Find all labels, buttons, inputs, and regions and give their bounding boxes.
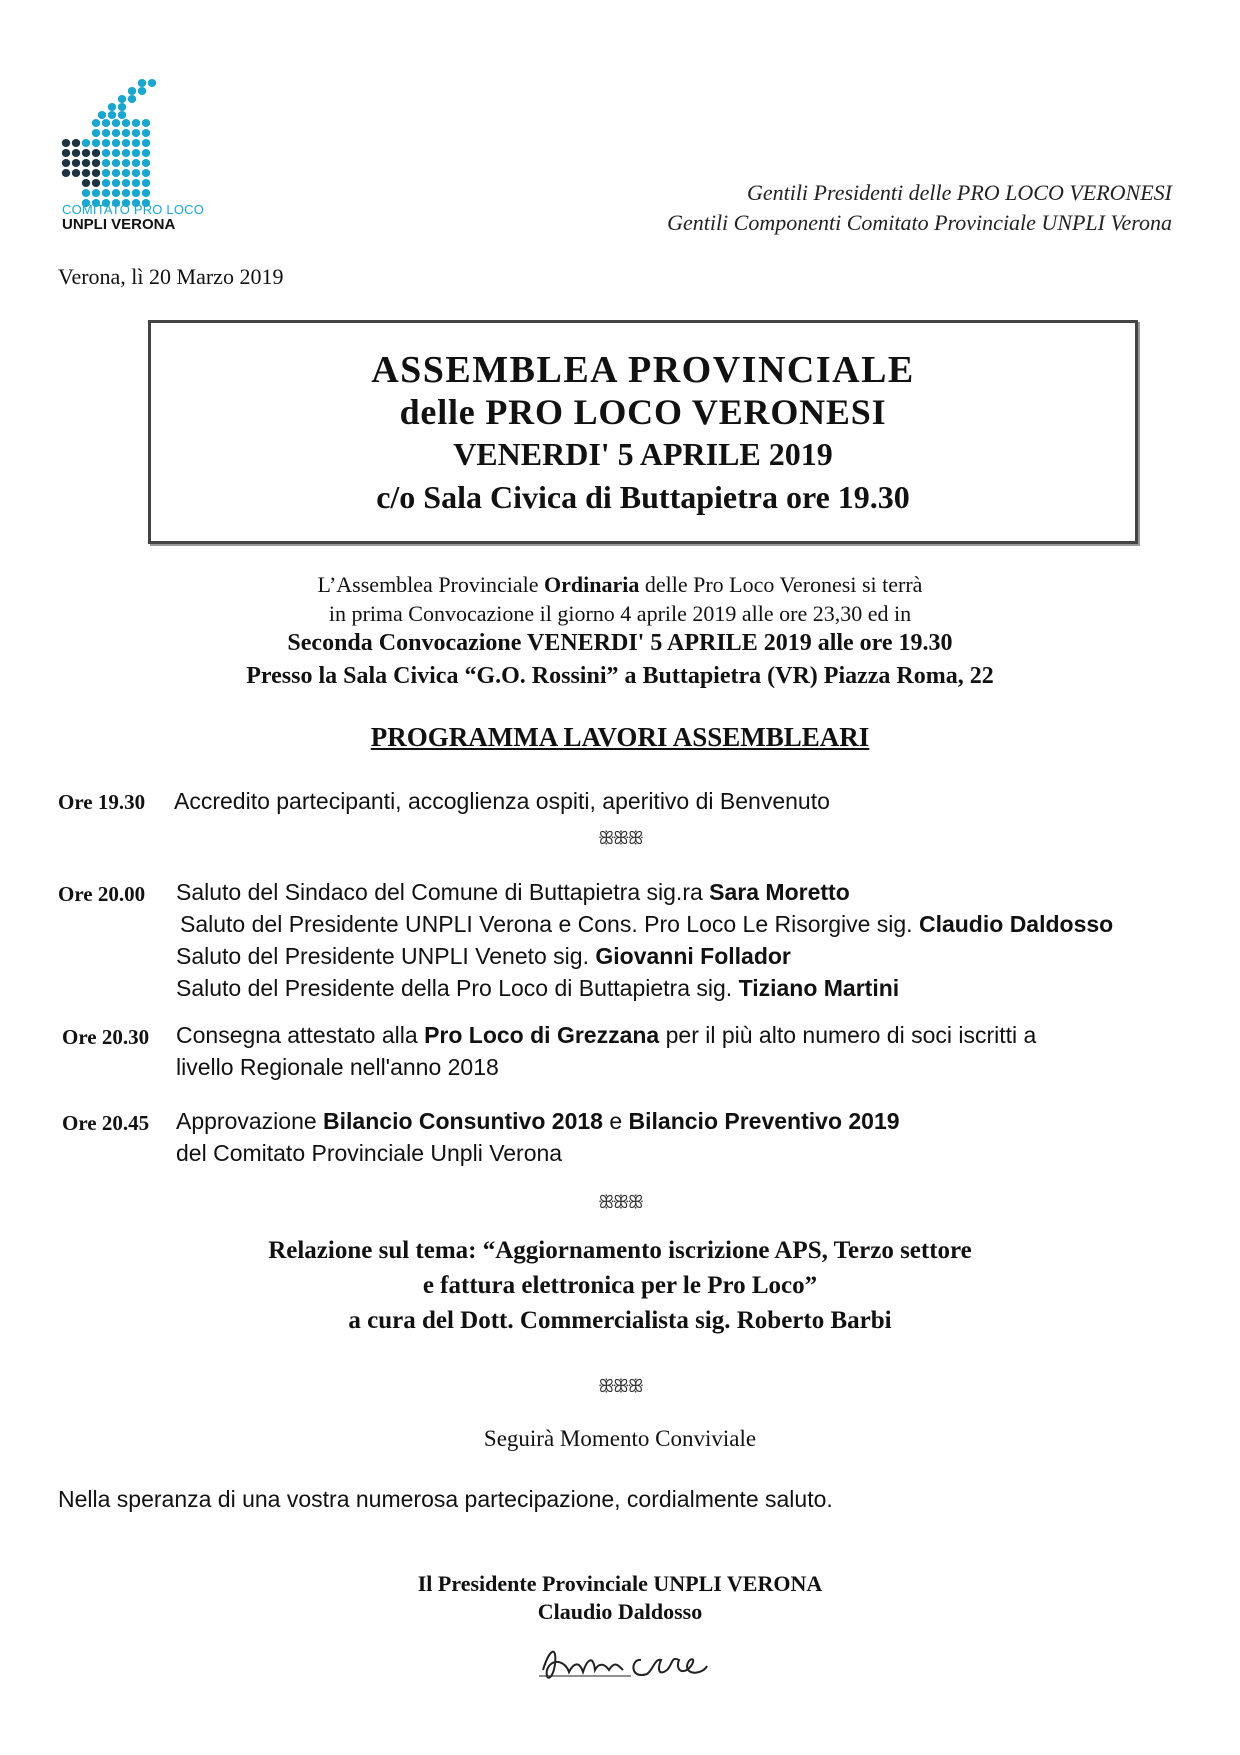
logo-dot	[102, 119, 110, 127]
program-title: PROGRAMMA LAVORI ASSEMBLEARI	[370, 722, 870, 752]
logo-dot	[142, 159, 150, 167]
logo-dot	[112, 189, 120, 197]
logo-dot	[62, 149, 70, 157]
program-item-2d	[176, 972, 899, 1004]
logo-dot	[72, 149, 80, 157]
logo-dot	[72, 139, 80, 147]
logo-dot	[132, 189, 140, 197]
logo-dot	[122, 149, 130, 157]
logo-dot	[112, 119, 120, 127]
intro-line-2: in prima Convocazione il giorno 4 aprile 2019 alle ore 23,30 ed in	[328, 601, 912, 626]
logo-dot	[72, 169, 80, 177]
intro-line-4: Presso la Sala Civica “G.O. Rossini” a Buttapietra (VR) Piazza Roma, 22	[246, 663, 994, 689]
logo-dot	[132, 169, 140, 177]
logo-dot	[112, 149, 120, 157]
logo-dot	[62, 159, 70, 167]
item-3a-name: Pro Loco di Grezzana	[424, 1022, 660, 1048]
logo-dot	[92, 129, 100, 137]
seguira-text: Seguirà Momento Conviviale	[483, 1426, 757, 1451]
logo-line-1: COMITATO PRO LOCO	[62, 202, 205, 217]
logo-dot	[92, 179, 100, 187]
recipient-line-1: Gentili Presidenti delle PRO LOCO VERONESI	[746, 180, 1172, 205]
closing-text: Nella speranza di una vostra numerosa partecipazione, cordialmente saluto.	[58, 1486, 833, 1512]
program-item-2b	[180, 908, 1113, 940]
item-4a-bilancio2: Bilancio Preventivo 2019	[628, 1108, 900, 1134]
item-2d-text: Saluto del Presidente della Pro Loco di Buttapietra sig.	[176, 975, 739, 1001]
logo-dot	[132, 139, 140, 147]
logo-dot	[102, 149, 110, 157]
logo-dot	[122, 139, 130, 147]
logo-dot	[112, 179, 120, 187]
item-2c-text: Saluto del Presidente UNPLI Veneto sig.	[176, 943, 596, 969]
logo-dot	[118, 103, 126, 111]
logo-dot	[122, 179, 130, 187]
intro-line-3: Seconda Convocazione VENERDI' 5 APRILE 2019 alle ore 19.30	[287, 630, 953, 656]
program-item-2c	[176, 940, 791, 972]
logo-dot	[118, 95, 126, 103]
logo-dot	[102, 159, 110, 167]
item-2a-text: Saluto del Sindaco del Comune di Buttapietra sig.ra	[176, 879, 710, 905]
logo-dot	[122, 159, 130, 167]
logo-dot	[142, 169, 150, 177]
title-line-1: ASSEMBLEA PROVINCIALE	[371, 349, 915, 391]
logo-dot	[102, 179, 110, 187]
relazione	[0, 1233, 1240, 1338]
signature-role: Il Presidente Provinciale UNPLI VERONA	[417, 1571, 823, 1596]
logo-dot	[128, 95, 136, 103]
logo-dot	[92, 149, 100, 157]
logo-dot	[142, 119, 150, 127]
relazione-line-3: a cura del Dott. Commercialista sig. Roberto Barbi	[348, 1307, 892, 1334]
logo-dot	[142, 129, 150, 137]
logo-dot	[98, 111, 106, 119]
logo-dot	[92, 169, 100, 177]
logo-dot	[102, 129, 110, 137]
title-line-4: c/o Sala Civica di Buttapietra ore 19.30	[376, 479, 910, 515]
signature-block	[0, 1570, 1240, 1626]
logo-dot	[92, 189, 100, 197]
program-time-4: Ore 20.45	[62, 1111, 150, 1135]
logo-dot	[142, 149, 150, 157]
item-2b-name: Claudio Daldosso	[918, 911, 1114, 937]
signature-name: Claudio Daldosso	[537, 1599, 703, 1624]
logo-dot	[82, 179, 90, 187]
ornament-3: ꕥꕥꕥ	[597, 1376, 643, 1396]
program-time-1: Ore 19.30	[58, 790, 146, 814]
item-2b-text: Saluto del Presidente UNPLI Verona e Cons. Pro Loco Le Risorgive sig.	[180, 911, 919, 937]
logo-dot	[118, 111, 126, 119]
item-4a-bilancio1: Bilancio Consuntivo 2018	[323, 1108, 603, 1134]
logo-dot	[132, 149, 140, 157]
logo-dot	[102, 169, 110, 177]
logo-dot	[112, 169, 120, 177]
logo-dot	[122, 169, 130, 177]
logo-dot	[82, 139, 90, 147]
recipient-line-2: Gentili Componenti Comitato Provinciale UNPLI Verona	[667, 210, 1172, 235]
logo-dot	[108, 103, 116, 111]
logo-dot	[142, 139, 150, 147]
program-time-3: Ore 20.30	[62, 1025, 150, 1049]
logo-dot	[62, 169, 70, 177]
logo-dot	[62, 139, 70, 147]
logo-dot	[82, 169, 90, 177]
handwritten-signature-icon	[535, 1630, 725, 1690]
logo-dot	[138, 79, 146, 87]
logo-dot	[92, 159, 100, 167]
recipients	[667, 178, 1172, 238]
relazione-line-2: e fattura elettronica per le Pro Loco”	[422, 1272, 818, 1299]
item-2a-name: Sara Moretto	[709, 879, 850, 905]
program-item-2a	[176, 876, 850, 908]
logo-dot	[82, 149, 90, 157]
logo-dot	[102, 139, 110, 147]
intro-text	[0, 570, 1240, 628]
logo-dot	[112, 159, 120, 167]
intro-line-1	[0, 570, 1240, 599]
program-item-3b: livello Regionale nell'anno 2018	[176, 1054, 499, 1080]
logo-dot	[102, 189, 110, 197]
logo-dot	[92, 139, 100, 147]
logo-line-2: UNPLI VERONA	[62, 216, 176, 233]
logo-dot	[132, 119, 140, 127]
logo-dot	[122, 189, 130, 197]
logo-dot	[112, 139, 120, 147]
ornament-1: ꕥꕥꕥ	[597, 828, 643, 848]
item-4a-and: e	[602, 1108, 629, 1134]
title-line-2: delle PRO LOCO VERONESI	[399, 392, 887, 432]
logo-dot	[122, 129, 130, 137]
logo-dot	[132, 129, 140, 137]
program-item-3a	[176, 1019, 1036, 1051]
logo-dot	[128, 87, 136, 95]
logo-dot	[138, 87, 146, 95]
intro-convocazione	[0, 627, 1240, 693]
logo-dot	[132, 159, 140, 167]
logo-dot	[142, 179, 150, 187]
intro-line-1b: delle Pro Loco Veronesi si terrà	[639, 572, 923, 597]
item-3a-text2: per il più alto numero di soci iscritti a	[659, 1022, 1037, 1048]
item-3a-text: Consegna attestato alla	[176, 1022, 425, 1048]
program-item-1: Accredito partecipanti, accoglienza ospiti, aperitivo di Benvenuto	[174, 788, 830, 814]
program-item-4b: del Comitato Provinciale Unpli Verona	[176, 1140, 563, 1166]
item-2d-name: Tiziano Martini	[738, 975, 900, 1001]
logo-dot	[132, 179, 140, 187]
logo-dot	[82, 189, 90, 197]
item-4a-text: Approvazione	[176, 1108, 324, 1134]
logo-dot	[142, 189, 150, 197]
logo-dot	[122, 119, 130, 127]
relazione-line-1: Relazione sul tema: “Aggiornamento iscrizione APS, Terzo settore	[268, 1237, 972, 1264]
item-2c-name: Giovanni Follador	[595, 943, 791, 969]
logo-dot	[82, 159, 90, 167]
intro-ordinaria: Ordinaria	[544, 572, 640, 597]
program-time-2: Ore 20.00	[58, 882, 146, 906]
logo-dot	[92, 119, 100, 127]
logo-dot	[112, 129, 120, 137]
program-item-4a	[176, 1105, 900, 1137]
logo-dot	[148, 79, 156, 87]
ornament-2: ꕥꕥꕥ	[597, 1192, 643, 1212]
title-box	[148, 320, 1138, 544]
title-line-3: VENERDI' 5 APRILE 2019	[453, 436, 833, 472]
intro-line-1a: L’Assemblea Provinciale	[317, 572, 545, 597]
logo-dot	[108, 111, 116, 119]
letter-date: Verona, lì 20 Marzo 2019	[58, 264, 284, 289]
logo-dot	[72, 159, 80, 167]
